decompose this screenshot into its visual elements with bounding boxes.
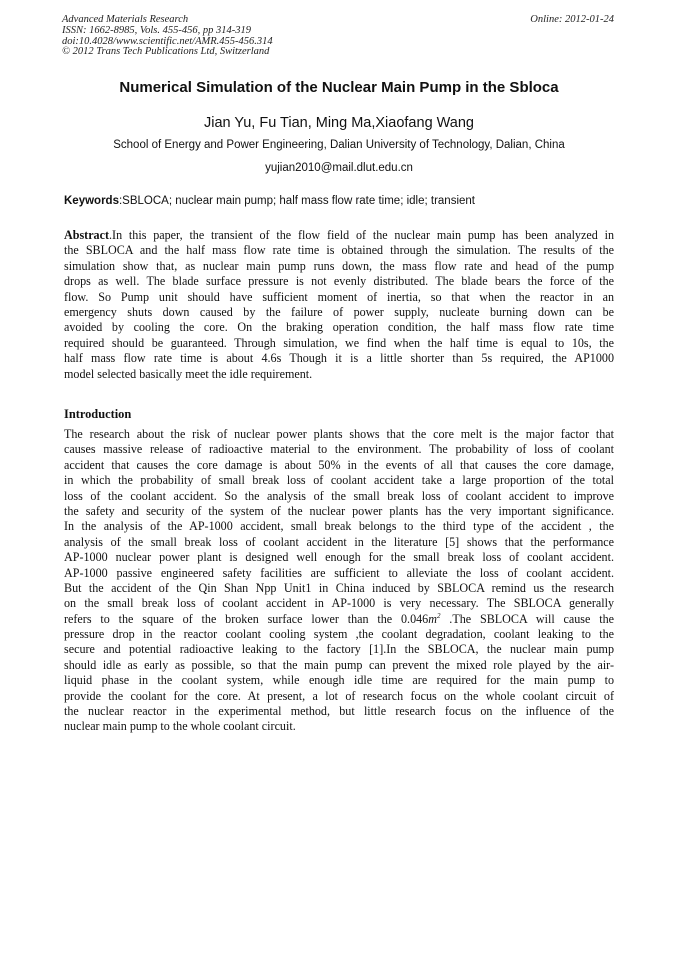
author-affiliation: School of Energy and Power Engineering, Dalian University of Technology, Dalian, China xyxy=(113,139,565,151)
intro-line: loss of the coolant accident. So the analysis of the small break loss of coolant accident to improve xyxy=(64,488,614,503)
intro-line: AP-1000 passive engineered safety facilities are sufficient to alleviate the loss of coolant accident. xyxy=(64,565,614,580)
introduction-paragraph xyxy=(64,427,614,735)
abstract-line: flow. So Pump unit should have sufficient moment of inertia, so that when the reactor in an xyxy=(64,289,614,304)
journal-issn: ISSN: 1662-8985, Vols. 455-456, pp 314-319 xyxy=(62,24,251,36)
intro-line: the safety and security of the system of the nuclear power plants has the very important significance. xyxy=(64,503,614,518)
intro-line: accident that causes the core damage is about 50% in the events of all that causes the core damage, xyxy=(64,457,614,472)
intro-line: the nuclear reactor in the experimental method, but little research focus on the influence of the xyxy=(64,704,614,719)
abstract-line: avoided by cooling the core. On the braking operation condition, the half mass flow rate time xyxy=(64,320,614,335)
journal-copyright: © 2012 Trans Tech Publications Ltd, Switzerland xyxy=(62,46,270,58)
abstract-line: model selected basically meet the idle requirement. xyxy=(64,366,313,381)
abstract-line: Abstract.In this paper, the transient of the flow field of the nuclear main pump has been analyzed in xyxy=(64,228,614,242)
abstract-line: required should be guaranteed. Through simulation, we find when the half time is equal to 10s, the xyxy=(64,335,614,350)
intro-line: causes massive release of radioactive material to the environment. The probability of loss of coolant xyxy=(64,442,614,457)
intro-line: analysis of the small break loss of coolant accident in the literature [5] shows that the performance xyxy=(64,534,614,549)
abstract-line: half mass flow rate time is about 4.6s Though it is a little shorter than 5s required, the AP1000 xyxy=(64,351,614,366)
intro-line: liquid phase in the coolant system, while enough idle time are required for the main pump to xyxy=(64,673,614,688)
keywords-line xyxy=(64,194,616,209)
author-email: yujian2010@mail.dlut.edu.cn xyxy=(265,162,413,174)
intro-line: provide the coolant for the core. At present, a lot of research focus on the whole coolant circuit of xyxy=(64,688,614,703)
intro-line: should idle as early as possible, so that the main pump can prevent the mixed role played by the air- xyxy=(64,657,614,672)
keywords-label: Keywords xyxy=(64,195,119,207)
intro-line: pressure drop in the reactor coolant cooling system ,the coolant degradation, coolant leaking to the xyxy=(64,627,614,642)
intro-line: But the accident of the Qin Shan Npp Unit1 in China induced by SBLOCA remind us the research xyxy=(64,580,614,595)
abstract-line: the SBLOCA and the half mass flow rate time is obtained through the simulation. The results of the xyxy=(64,243,614,258)
paper-authors: Jian Yu, Fu Tian, Ming Ma,Xiaofang Wang xyxy=(203,115,474,131)
keywords-text: :SBLOCA; nuclear main pump; half mass flow rate time; idle; transient xyxy=(118,195,475,207)
journal-name: Advanced Materials Research xyxy=(62,14,189,25)
intro-line: secure and potential radioactive leaking to the factory [1].In the SBLOCA, the nuclear main pump xyxy=(64,642,614,657)
paper-title: Numerical Simulation of the Nuclear Main Pump in the Sbloca xyxy=(119,79,559,96)
intro-line: in which the probability of small break loss of coolant accident take a large proportion of the total xyxy=(64,473,614,488)
intro-line: on the small break loss of coolant accident in AP-1000 is very necessary. The SBLOCA generally xyxy=(64,596,614,611)
abstract-line: simulation show that, as nuclear main pump runs down, the mass flow rate and head of the pump xyxy=(64,258,614,273)
intro-line: nuclear main pump to the whole coolant circuit. xyxy=(64,719,296,734)
abstract-line: drops as well. The blade surface pressure is not evenly distributed. The blade bears the force of the xyxy=(64,274,614,289)
introduction-heading: Introduction xyxy=(64,407,132,421)
intro-line: In the analysis of the AP-1000 accident, small break belongs to the third type of the accident , the xyxy=(64,519,614,534)
abstract-label: Abstract xyxy=(64,228,110,242)
abstract-line: emergency shuts down caused by the failure of power supply, nucleate burning down can be xyxy=(64,304,614,319)
intro-line: AP-1000 nuclear power plant is designed well enough for the small break loss of coolant accident. xyxy=(64,550,614,565)
journal-doi: doi:10.4028/www.scientific.net/AMR.455-456.314 xyxy=(62,35,273,47)
journal-header xyxy=(62,15,273,58)
intro-formula-line: refers to the square of the broken surface lower than the $0.046m^2$ .The SBLOCA will cause the xyxy=(64,611,614,626)
unit-m-squared: $m^2$ xyxy=(428,611,441,626)
intro-line: The research about the risk of nuclear power plants shows that the core melt is the major factor that xyxy=(64,427,614,441)
online-date: Online: 2012-01-24 xyxy=(530,14,614,25)
abstract-paragraph xyxy=(64,228,614,382)
